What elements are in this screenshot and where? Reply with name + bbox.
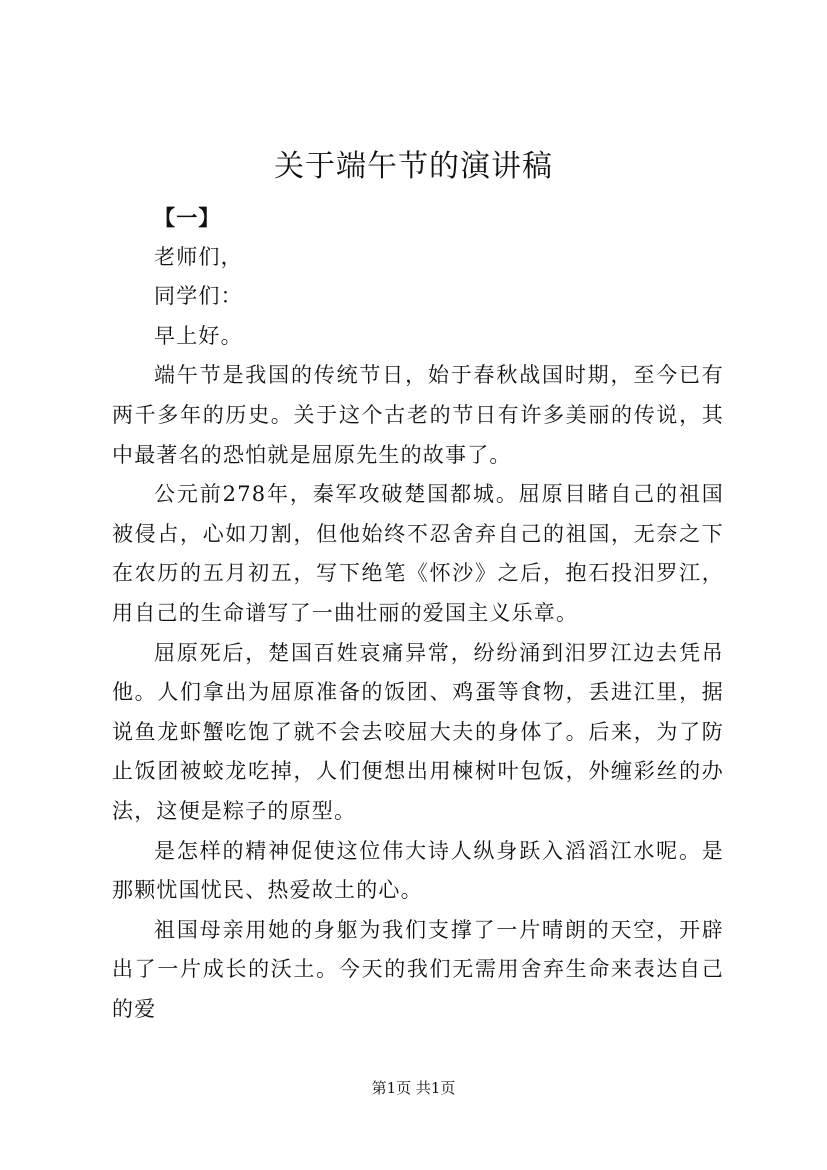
greeting-students: 同学们：	[154, 284, 243, 309]
paragraph-motherland: 祖国母亲用她的身躯为我们支撑了一片晴朗的天空，开辟出了一片成长的沃土。今天的我们无需用舍弃生命来表达自己的爱	[112, 917, 724, 1021]
page-number-footer: 第1页 共1页	[371, 1079, 456, 1097]
paragraph-patriotism: 是怎样的精神促使这位伟大诗人纵身跃入滔滔江水呢。是那颗忧国忧民、热爱故土的心。	[112, 838, 724, 903]
document-body	[112, 198, 724, 1029]
greeting-morning: 早上好。	[154, 323, 243, 348]
document-title: 关于端午节的演讲稿	[274, 149, 553, 184]
paragraph-zongzi-origin: 屈原死后，楚国百姓哀痛异常，纷纷涌到汨罗江边去凭吊他。人们拿出为屈原准备的饭团、鸡蛋等食物，丢进江里，据说鱼龙虾蟹吃饱了就不会去咬屈大夫的身体了。后来，为了防止饭团被蛟龙吃掉，人们便想出用楝树叶包饭，外缠彩丝的办法，这便是粽子的原型。	[112, 640, 724, 823]
section-marker: 【一】	[154, 205, 221, 230]
paragraph-dragon-boat-origin: 端午节是我国的传统节日，始于春秋战国时期，至今已有两千多年的历史。关于这个古老的节日有许多美丽的传说，其中最著名的恐怕就是屈原先生的故事了。	[112, 363, 724, 467]
paragraph-qu-yuan-story: 公元前278年，秦军攻破楚国都城。屈原目睹自己的祖国被侵占，心如刀割，但他始终不忍舍弃自己的祖国，无奈之下在农历的五月初五，写下绝笔《怀沙》之后，抱石投汨罗江，用自己的生命谱写了一曲壮丽的爱国主义乐章。	[112, 482, 724, 625]
greeting-teachers: 老师们，	[154, 244, 243, 269]
